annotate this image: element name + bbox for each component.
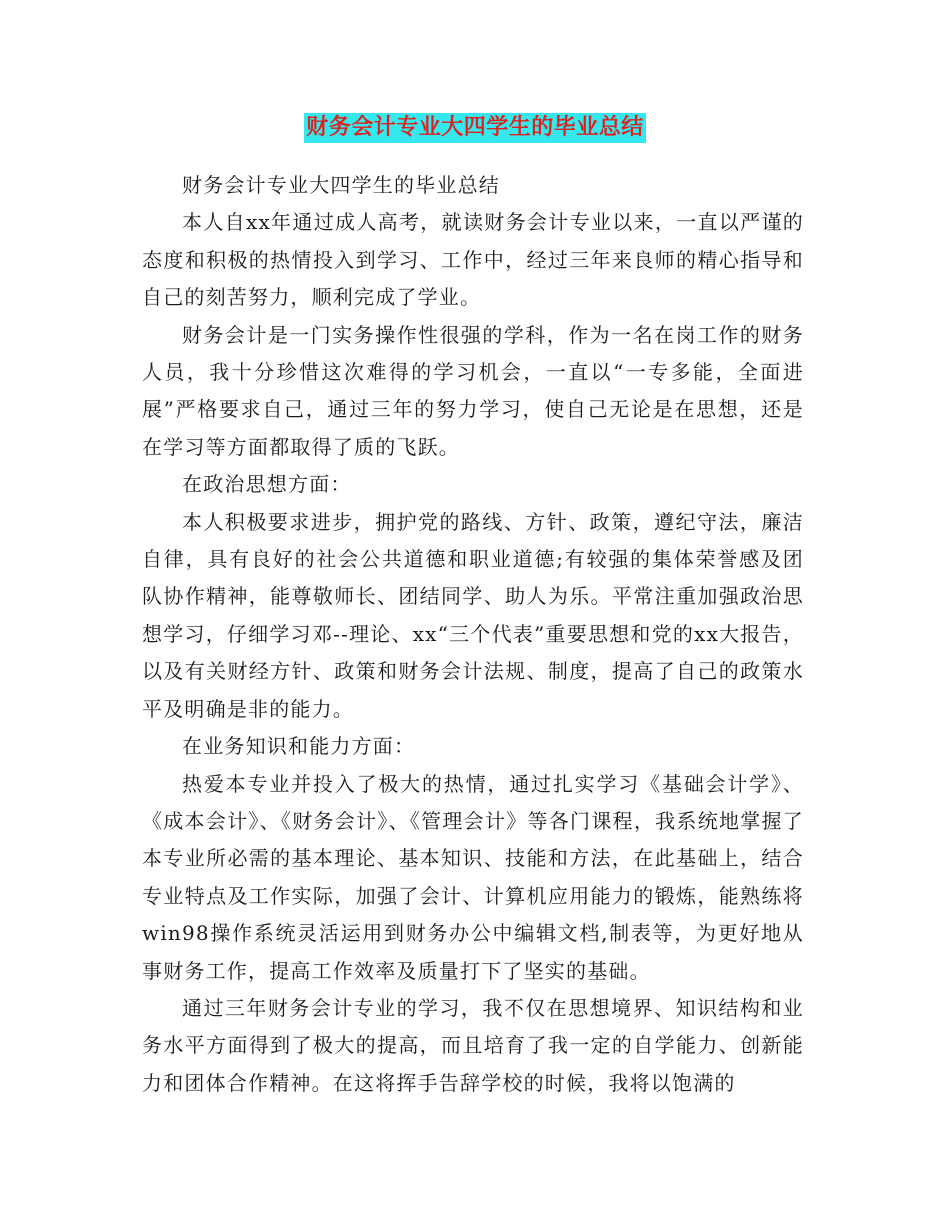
paragraph-professional: 热爱本专业并投入了极大的热情，通过扎实学习《基础会计学》、《成本会计》、《财务会计》、《管理会计》等各门课程，我系统地掌握了本专业所必需的基本理论、基本知识、技能和方法，在此基础上，结合专业特点及工作实际，加强了会计、计算机应用能力的锻炼，能熟练将win98操作系统灵活运用到财务办公中编辑文档,制表等，为更好地从事财务工作，提高工作效率及质量打下了坚实的基础。 — [142, 771, 804, 983]
document-body — [142, 167, 804, 1102]
document-title: 财务会计专业大四学生的毕业总结 — [304, 113, 646, 143]
paragraph-subtitle: 财务会计专业大四学生的毕业总结 — [182, 173, 500, 197]
section-heading-political: 在政治思想方面： — [182, 472, 352, 497]
section-heading-professional: 在业务知识和能力方面： — [182, 734, 416, 759]
paragraph-political: 本人积极要求进步，拥护党的路线、方针、政策，遵纪守法，廉洁自律，具有良好的社会公共道德和职业道德;有较强的集体荣誉感及团队协作精神，能尊敬师长、团结同学、助人为乐。平常注重加强政治思想学习，仔细学习邓--理论、xx“三个代表”重要思想和党的xx大报告，以及有关财经方针、政策和财务会计法规、制度，提高了自己的政策水平及明确是非的能力。 — [142, 509, 804, 721]
paragraph-conclusion: 通过三年财务会计专业的学习，我不仅在思想境界、知识结构和业务水平方面得到了极大的提高，而且培育了我一定的自学能力、创新能力和团体合作精神。在这将挥手告辞学校的时候，我将以饱满的 — [142, 995, 804, 1095]
title-container — [0, 113, 950, 143]
paragraph-intro: 本人自xx年通过成人高考，就读财务会计专业以来，一直以严谨的态度和积极的热情投入到学习、工作中，经过三年来良师的精心指导和自己的刻苦努力，顺利完成了学业。 — [142, 210, 804, 310]
paragraph-discipline: 财务会计是一门实务操作性很强的学科，作为一名在岗工作的财务人员，我十分珍惜这次难得的学习机会，一直以“一专多能，全面进展”严格要求自己，通过三年的努力学习，使自己无论是在思想，还是在学习等方面都取得了质的飞跃。 — [142, 322, 804, 459]
